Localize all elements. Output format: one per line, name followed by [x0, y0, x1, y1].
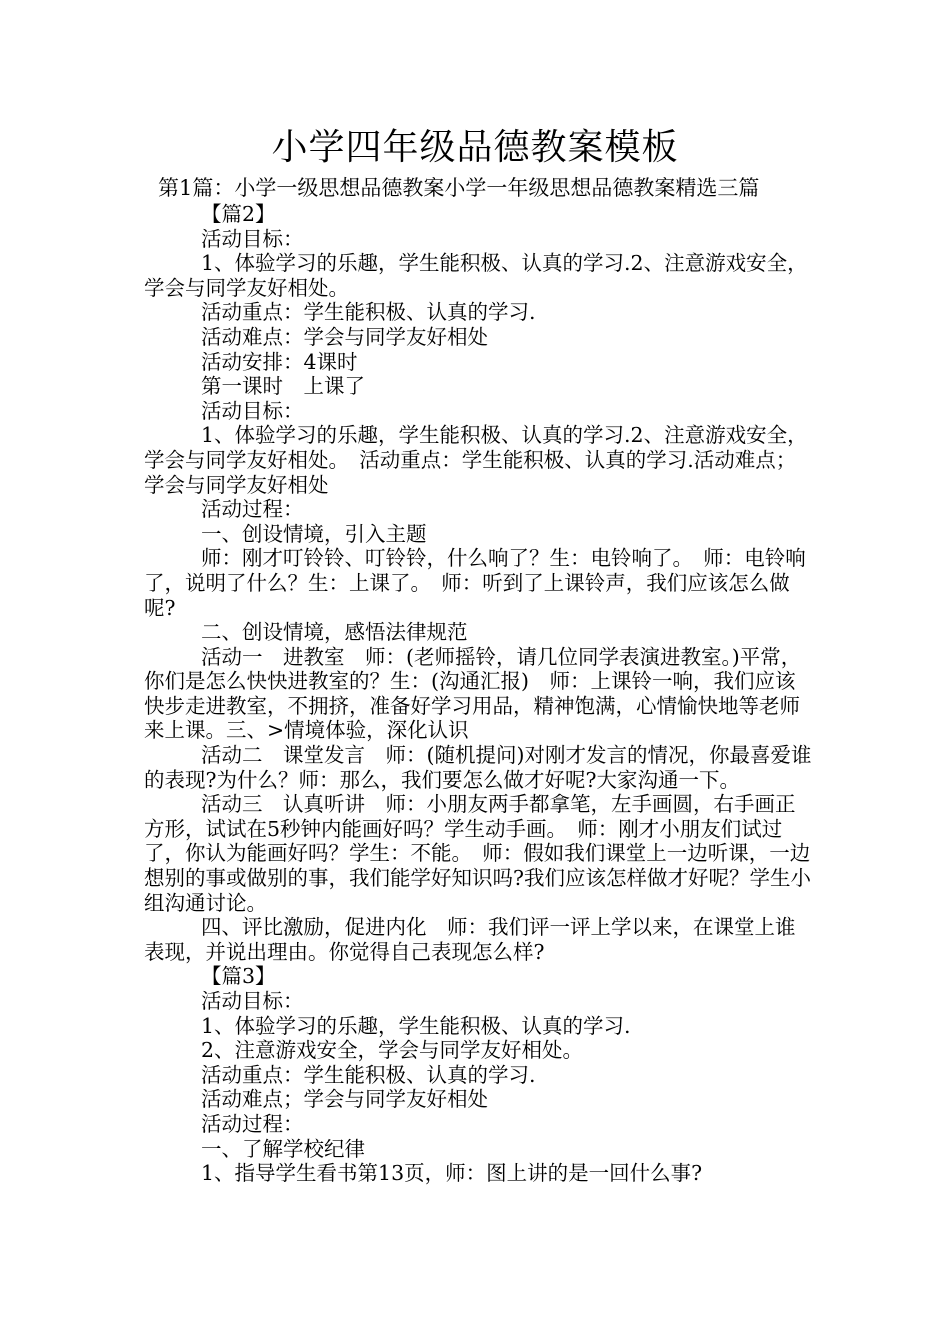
paragraph: 一、了解学校纪律: [201, 1136, 365, 1161]
paragraph: 1、体验学习的乐趣，学生能积极、认真的学习.2、注意游戏安全，学会与同学友好相处。: [144, 251, 808, 300]
paragraph: 活动目标：: [201, 989, 304, 1013]
paragraph: 活动过程：: [201, 497, 304, 522]
paragraph: 活动过程：: [201, 1111, 304, 1136]
paragraph: 师：刚才叮铃铃、叮铃铃，什么响了？生：电铃响了。 师：电铃响了，说明了什么？生：上课了。 师：听到了上课铃声，我们应该怎么做呢?: [144, 546, 806, 620]
paragraph: 1、体验学习的乐趣，学生能积极、认真的学习.: [201, 1013, 631, 1038]
paragraph: 活动难点；学会与同学友好相处: [201, 1087, 488, 1112]
paragraph: 活动难点：学会与同学友好相处: [201, 324, 488, 349]
section-heading-2: 【篇2】: [201, 202, 276, 226]
paragraph: 活动二 课堂发言 师：(随机提问)对刚才发言的情况，你最喜爱谁的表现?为什么？师：那么，我们要怎么做才好呢?大家沟通一下。: [144, 743, 812, 792]
paragraph: 第一课时 上课了: [201, 374, 365, 399]
paragraph: 1、体验学习的乐趣，学生能积极、认真的学习.2、注意游戏安全，学会与同学友好相处。 活动重点：学生能积极、认真的学习.活动难点；学会与同学友好相处: [144, 423, 808, 497]
paragraph: 活动重点：学生能积极、认真的学习.: [201, 300, 536, 325]
paragraph: 活动重点：学生能积极、认真的学习.: [201, 1062, 536, 1087]
paragraph: 活动一 进教室 师：(老师摇铃，请几位同学表演进教室。)平常，你们是怎么快快进教室的？生：(沟通汇报) 师：上课铃一响，我们应该快步走进教室，不拥挤，准备好学习用品，精神饱满，心情愉快地等老师来上课。三、>情境体验，深化认识: [144, 644, 802, 743]
paragraph: 2、注意游戏安全，学会与同学友好相处。: [201, 1038, 584, 1063]
paragraph: 活动目标：: [201, 398, 304, 423]
document-subtitle: 第1篇：小学一级思想品德教案小学一年级思想品德教案精选三篇: [158, 176, 760, 200]
document-title: 小学四年级品德教案模板: [271, 127, 679, 168]
paragraph: 一、创设情境，引入主题: [201, 521, 427, 546]
section-heading-3: 【篇3】: [201, 964, 276, 989]
paragraph: 二、创设情境，感悟法律规范: [201, 620, 468, 645]
paragraph: 活动目标：: [201, 226, 304, 251]
document-body: [144, 202, 814, 1186]
paragraph: 1、指导学生看书第13页，师：图上讲的是一回什么事?: [201, 1161, 703, 1186]
paragraph: 活动三 认真听讲 师：小朋友两手都拿笔，左手画圆，右手画正方形，试试在5秒钟内能画好吗？学生动手画。 师：刚才小朋友们试过了，你认为能画好吗？学生：不能。 师：假如我们课堂上一边听课，一边想别的事或做别的事，我们能学好知识吗?我们应该怎样做才好呢？学生小组沟通讨论。: [144, 792, 811, 915]
paragraph: 四、评比激励，促进内化 师：我们评一评上学以来，在课堂上谁表现，并说出理由。你觉得自己表现怎么样?: [144, 915, 796, 964]
paragraph: 活动安排：4课时: [201, 349, 358, 374]
